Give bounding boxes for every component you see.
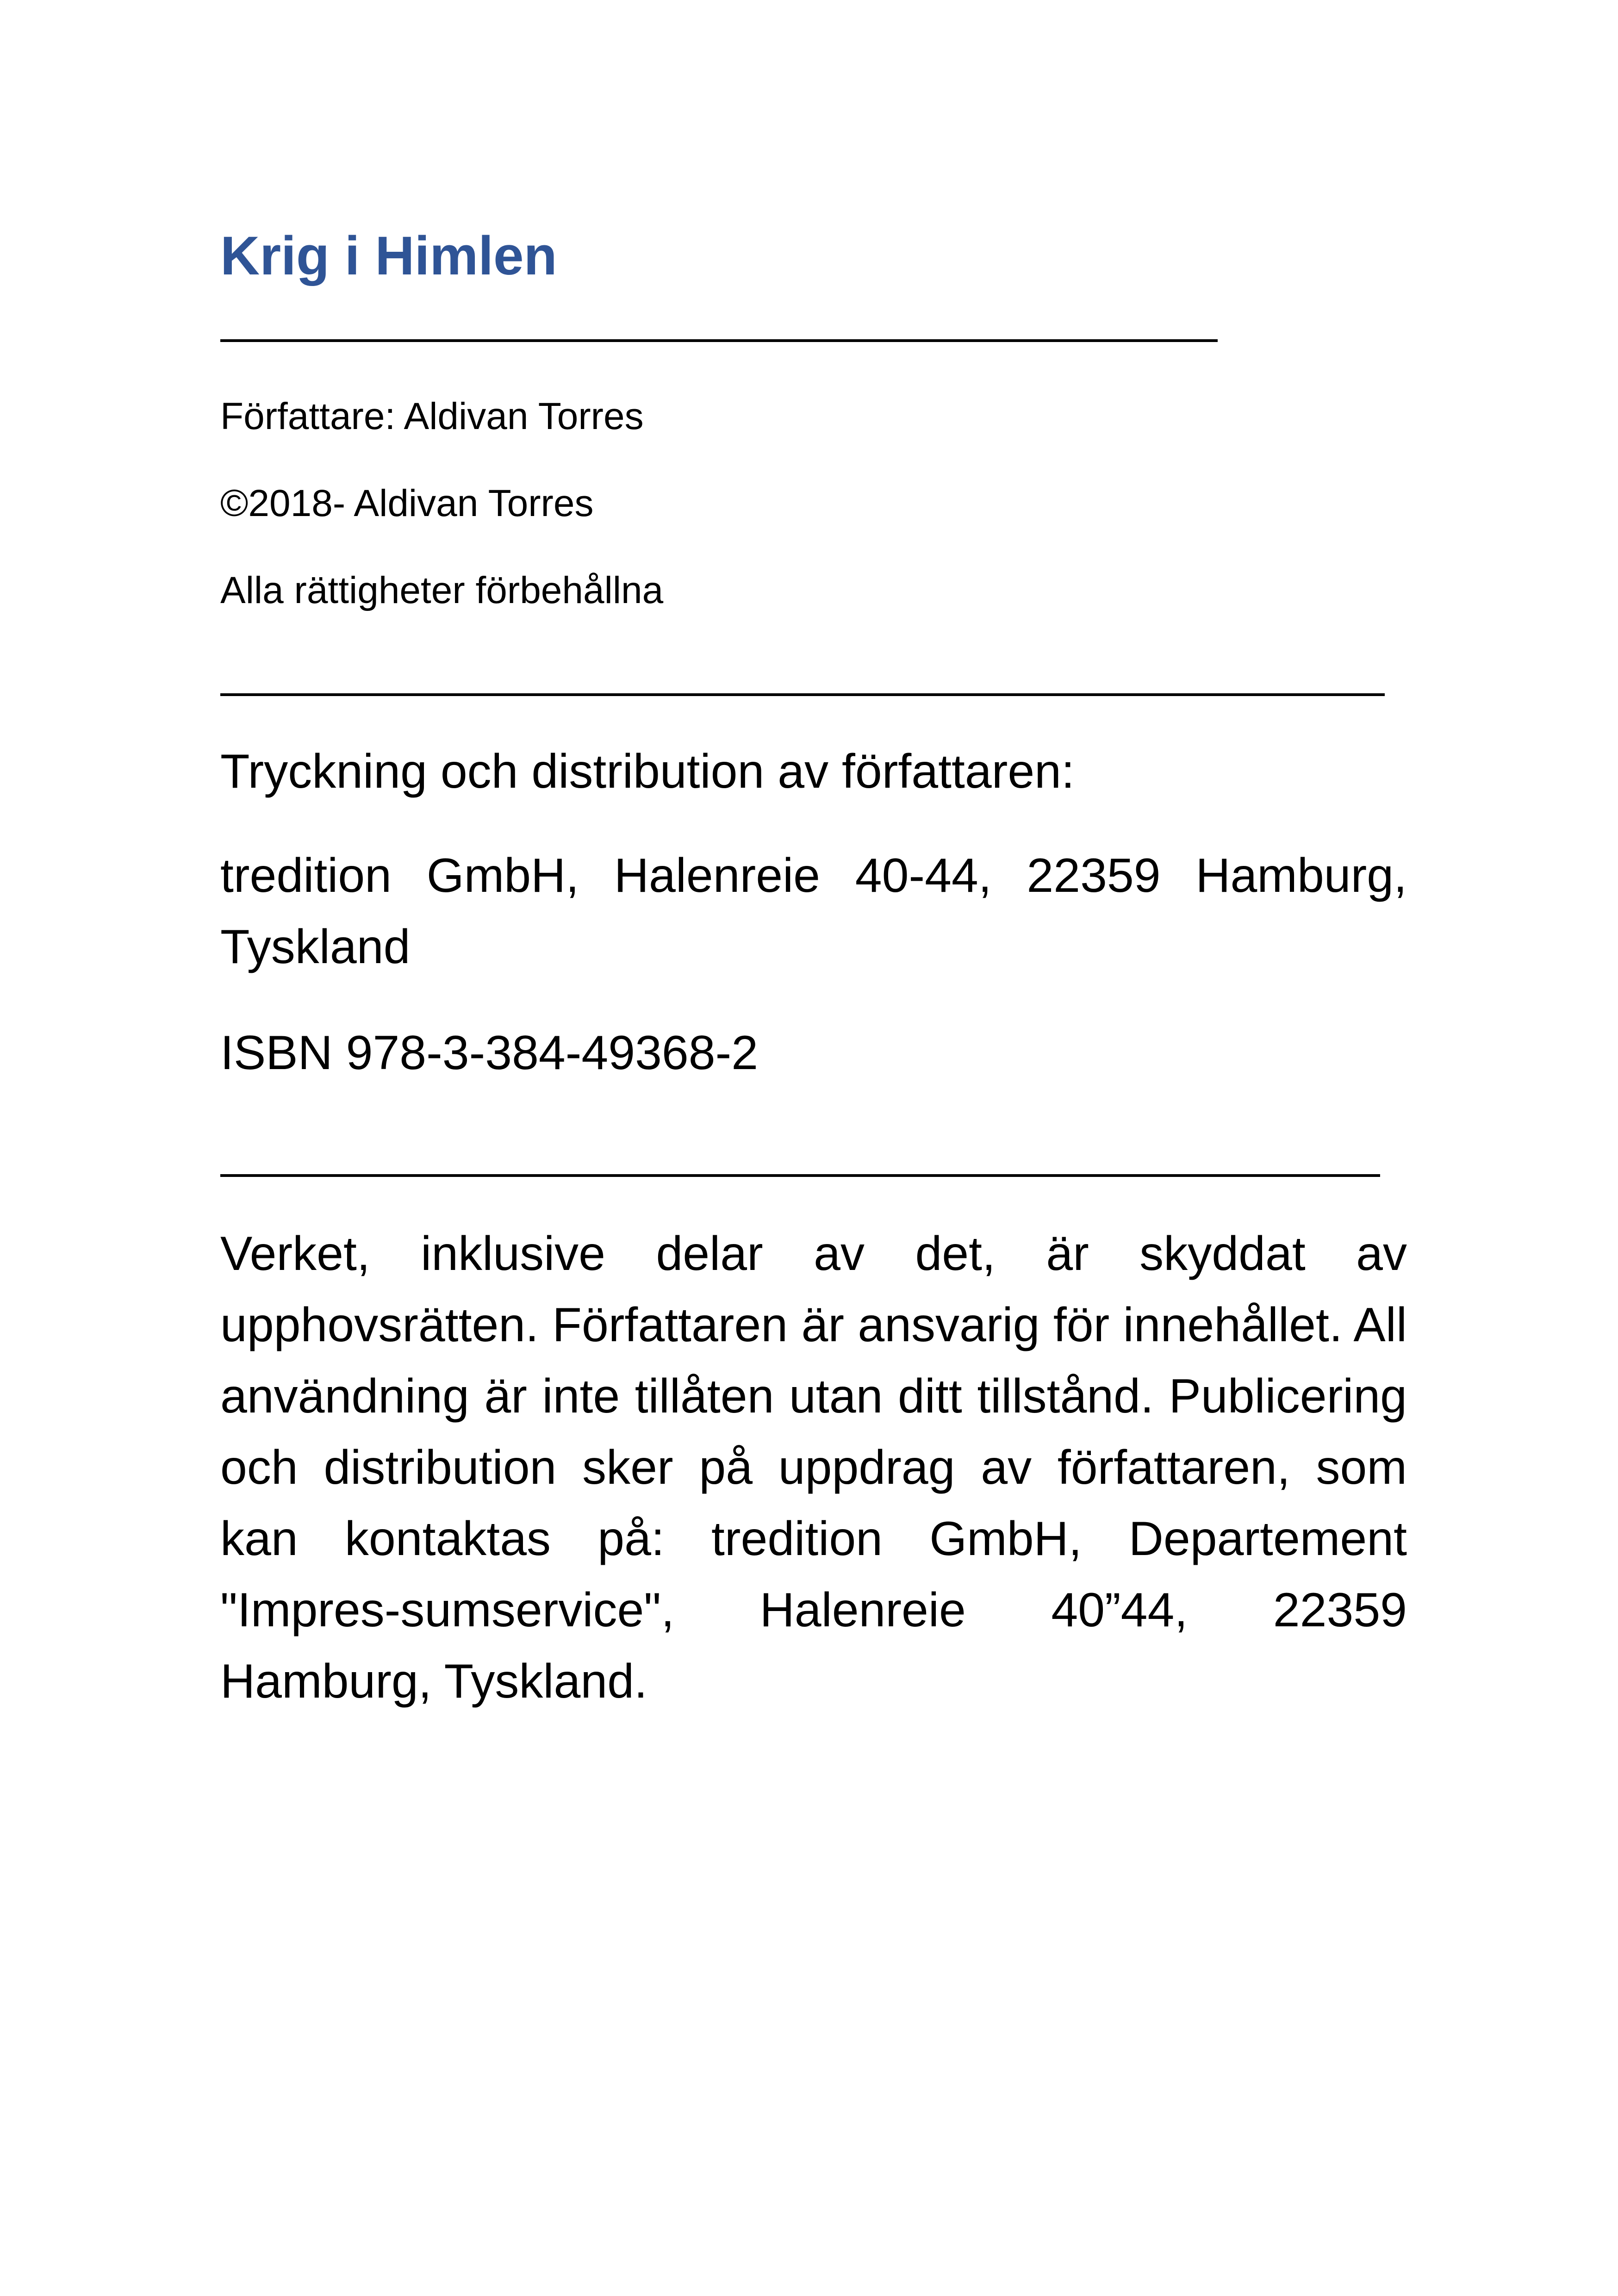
isbn-line: ISBN 978-3-384-49368-2: [220, 1026, 759, 1080]
copyright-notice: Verket, inklusive delar av det, är skyddat av upphovsrätten. Författaren är ansvarig för innehållet. All användning är inte tillåten utan ditt tillstånd. Publicering och distribution sker på uppdrag av författaren, som kan kontaktas på: tredition GmbH, Departement "Impres-sumservice", Halenreie 40”44, 22359 Hamburg, Tyskland.: [220, 1227, 1407, 1708]
copyright-line: ©2018- Aldivan Torres: [220, 482, 594, 524]
divider-line: [220, 339, 1218, 342]
divider-line: [220, 693, 1385, 696]
publisher-address: tredition GmbH, Halenreie 40-44, 22359 Hamburg, Tyskland: [220, 849, 1407, 974]
printing-heading: Tryckning och distribution av författaren:: [220, 745, 1075, 798]
author-line: Författare: Aldivan Torres: [220, 395, 644, 437]
document-title: Krig i Himlen: [220, 225, 557, 286]
divider-line: [220, 1174, 1380, 1177]
rights-line: Alla rättigheter förbehållna: [220, 569, 664, 611]
